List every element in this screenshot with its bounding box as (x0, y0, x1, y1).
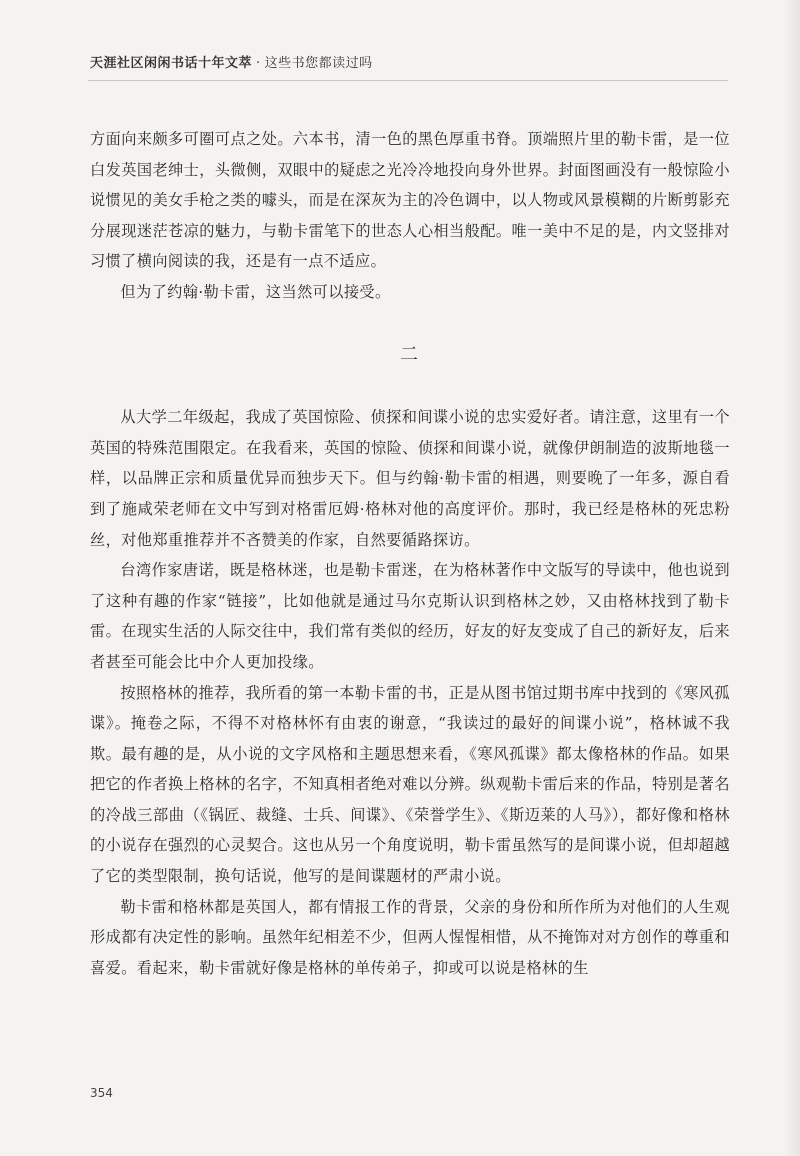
paragraph: 按照格林的推荐，我所看的第一本勒卡雷的书，正是从图书馆过期书库中找到的《寒风孤谍》。掩卷之际，不得不对格林怀有由衷的谢意，“我读过的最好的间谍小说”，格林诚不我欺。最有趣的是，从小说的文字风格和主题思想来看，《寒风孤谍》都太像格林的作品。如果把它的作者换上格林的名字，不知真相者绝对难以分辨。纵观勒卡雷后来的作品，特别是著名的冷战三部曲（《锅匠、裁缝、士兵、间谍》、《荣誉学生》、《斯迈莱的人马》），都好像和格林的小说存在强烈的心灵契合。这也从另一个角度说明，勒卡雷虽然写的是间谍小说，但却超越了它的类型限制，换句话说，他写的是间谍题材的严肃小说。 (90, 683, 730, 886)
section-number: 二 (400, 343, 420, 365)
book-title: 天涯社区闲闲书话十年文萃 (90, 56, 253, 71)
body-text (90, 124, 730, 983)
paragraph: 勒卡雷和格林都是英国人，都有情报工作的背景，父亲的身份和所作所为对他们的人生观形成都有决定性的影响。虽然年纪相差不少，但两人惺惺相惜，从不掩饰对对方创作的尊重和喜爱。看起来，勒卡雷就好像是格林的单传弟子，抑或可以说是格林的生 (90, 897, 730, 977)
paragraph: 但为了约翰·勒卡雷，这当然可以接受。 (120, 282, 391, 301)
section-title: 这些书您都读过吗 (264, 56, 373, 71)
running-header (90, 52, 373, 71)
paragraph: 方面向来颇多可圈可点之处。六本书，清一色的黑色厚重书脊。顶端照片里的勒卡雷，是一位白发英国老绅士，头微侧，双眼中的疑虑之光冷冷地投向身外世界。封面图画没有一般惊险小说惯见的美女手枪之类的噱头，而是在深灰为主的冷色调中，以人物或风景模糊的片断剪影充分展现迷茫苍凉的魅力，与勒卡雷笔下的世态人心相当般配。唯一美中不足的是，内文竖排对习惯了横向阅读的我，还是有一点不适应。 (90, 130, 730, 271)
header-separator: · (256, 56, 261, 71)
paragraph: 从大学二年级起，我成了英国惊险、侦探和间谍小说的忠实爱好者。请注意，这里有一个英国的特殊范围限定。在我看来，英国的惊险、侦探和间谍小说，就像伊朗制造的波斯地毯一样，以品牌正宗和质量优异而独步天下。但与约翰·勒卡雷的相遇，则要晚了一年多，源自看到了施咸荣老师在文中写到对格雷厄姆·格林对他的高度评价。那时，我已经是格林的死忠粉丝，对他郑重推荐并不吝赞美的作家，自然要循路探访。 (90, 408, 730, 549)
paragraph: 台湾作家唐诺，既是格林迷，也是勒卡雷迷，在为格林著作中文版写的导读中，他也说到了这种有趣的作家“链接”，比如他就是通过马尔克斯认识到格林之妙，又由格林找到了勒卡雷。在现实生活的人际交往中，我们常有类似的经历，好友的好友变成了自己的新好友，后来者甚至可能会比中介人更加投缘。 (90, 561, 730, 671)
page-number: 354 (90, 1086, 113, 1100)
header-rule (88, 80, 728, 81)
page-edge-shadow (782, 0, 800, 1156)
